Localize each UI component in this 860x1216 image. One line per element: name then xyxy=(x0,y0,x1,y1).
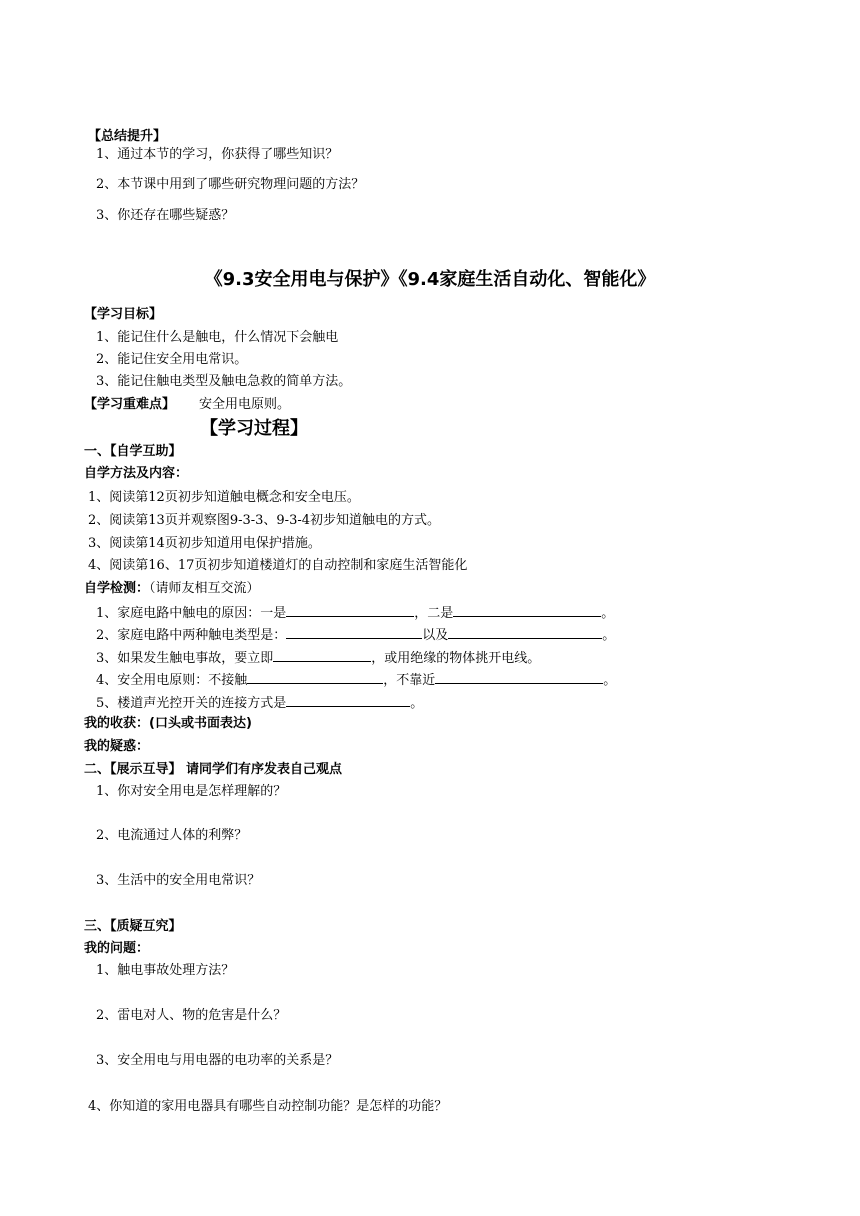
check-q3-text: 3、如果发生触电事故，要立即 xyxy=(96,651,274,666)
check-q2-text: 2、家庭电路中两种触电类型是： xyxy=(96,628,287,643)
section3-item-1: 1、触电事故处理方法？ xyxy=(96,963,235,978)
check-q2-end: 。 xyxy=(602,628,616,643)
answer-blank[interactable] xyxy=(273,649,371,662)
answer-blank[interactable] xyxy=(286,626,422,639)
objective-item-2: 2、能记住安全用电常识。 xyxy=(96,352,248,367)
summary-item-3: 3、你还存在哪些疑惑？ xyxy=(96,208,235,223)
check-q2 xyxy=(96,626,615,644)
answer-blank[interactable] xyxy=(453,604,601,617)
check-q5-text: 5、楼道声光控开关的连接方式是 xyxy=(96,696,287,711)
section3-item-4: 4、你知道的家用电器具有哪些自动控制功能？是怎样的功能？ xyxy=(88,1099,448,1114)
keypoint-text: 安全用电原则。 xyxy=(199,397,291,412)
check-q2-text2: 以及 xyxy=(422,628,449,643)
section2-heading: 二、【展示互导】 请同学们有序发表自己观点 xyxy=(84,762,343,777)
summary-item-2: 2、本节课中用到了哪些研究物理问题的方法？ xyxy=(96,177,365,192)
check-heading: 自学检测： xyxy=(84,581,150,596)
summary-heading: 【总结提升】 xyxy=(88,129,167,144)
objectives-heading: 【学习目标】 xyxy=(84,307,163,322)
answer-blank[interactable] xyxy=(247,671,383,684)
method-item-4: 4、阅读第16、17页初步知道楼道灯的自动控制和家庭生活智能化 xyxy=(88,558,468,573)
method-item-3: 3、阅读第14页初步知道用电保护措施。 xyxy=(88,536,321,551)
check-q1-text: 1、家庭电路中触电的原因：一是 xyxy=(96,606,287,621)
check-q5-end: 。 xyxy=(410,696,424,711)
answer-blank[interactable] xyxy=(448,626,602,639)
check-note: （请师友相互交流） xyxy=(149,581,260,596)
check-q1-end: 。 xyxy=(601,606,615,621)
harvest-label: 我的收获：(口头或书面表达) xyxy=(84,716,252,731)
objective-item-1: 1、能记住什么是触电，什么情况下会触电 xyxy=(96,330,339,345)
section2-item-2: 2、电流通过人体的利弊？ xyxy=(96,828,248,843)
methods-heading: 自学方法及内容： xyxy=(84,466,189,481)
section2-item-1: 1、你对安全用电是怎样理解的？ xyxy=(96,784,287,799)
check-q5 xyxy=(96,694,423,712)
section3-item-3: 3、安全用电与用电器的电功率的关系是？ xyxy=(96,1053,339,1068)
answer-blank[interactable] xyxy=(435,671,603,684)
objective-item-3: 3、能记住触电类型及触电急救的简单方法。 xyxy=(96,374,352,389)
section2-item-3: 3、生活中的安全用电常识？ xyxy=(96,873,261,888)
answer-blank[interactable] xyxy=(286,694,410,707)
check-q1 xyxy=(96,604,614,622)
check-q3 xyxy=(96,649,540,667)
keypoint-label: 【学习重难点】 xyxy=(84,397,176,412)
check-heading-line xyxy=(84,581,260,597)
check-q4-text: 4、安全用电原则：不接触 xyxy=(96,673,248,688)
summary-item-1: 1、通过本节的学习，你获得了哪些知识？ xyxy=(96,147,339,162)
method-item-1: 1、阅读第12页初步知道触电概念和安全电压。 xyxy=(88,490,360,505)
doubts-label: 我的疑惑： xyxy=(84,739,150,754)
answer-blank[interactable] xyxy=(286,604,414,617)
section3-heading: 三、【质疑互究】 xyxy=(84,919,182,934)
keypoint-line xyxy=(84,397,290,413)
page-title: 《9.3安全用电与保护》《9.4家庭生活自动化、智能化》 xyxy=(204,269,656,290)
check-q1-text2: ，二是 xyxy=(414,606,454,621)
check-q4 xyxy=(96,671,616,689)
method-item-2: 2、阅读第13页并观察图9-3-3、9-3-4初步知道触电的方式。 xyxy=(88,513,441,528)
section3-item-2: 2、雷电对人、物的危害是什么？ xyxy=(96,1008,287,1023)
check-q4-text2: ，不靠近 xyxy=(383,673,436,688)
section1-heading: 一、【自学互助】 xyxy=(84,444,182,459)
check-q3-text2: ，或用绝缘的物体挑开电线。 xyxy=(371,651,541,666)
process-heading: 【学习过程】 xyxy=(200,418,308,439)
check-q4-end: 。 xyxy=(603,673,617,688)
section3-sub: 我的问题： xyxy=(84,941,150,956)
